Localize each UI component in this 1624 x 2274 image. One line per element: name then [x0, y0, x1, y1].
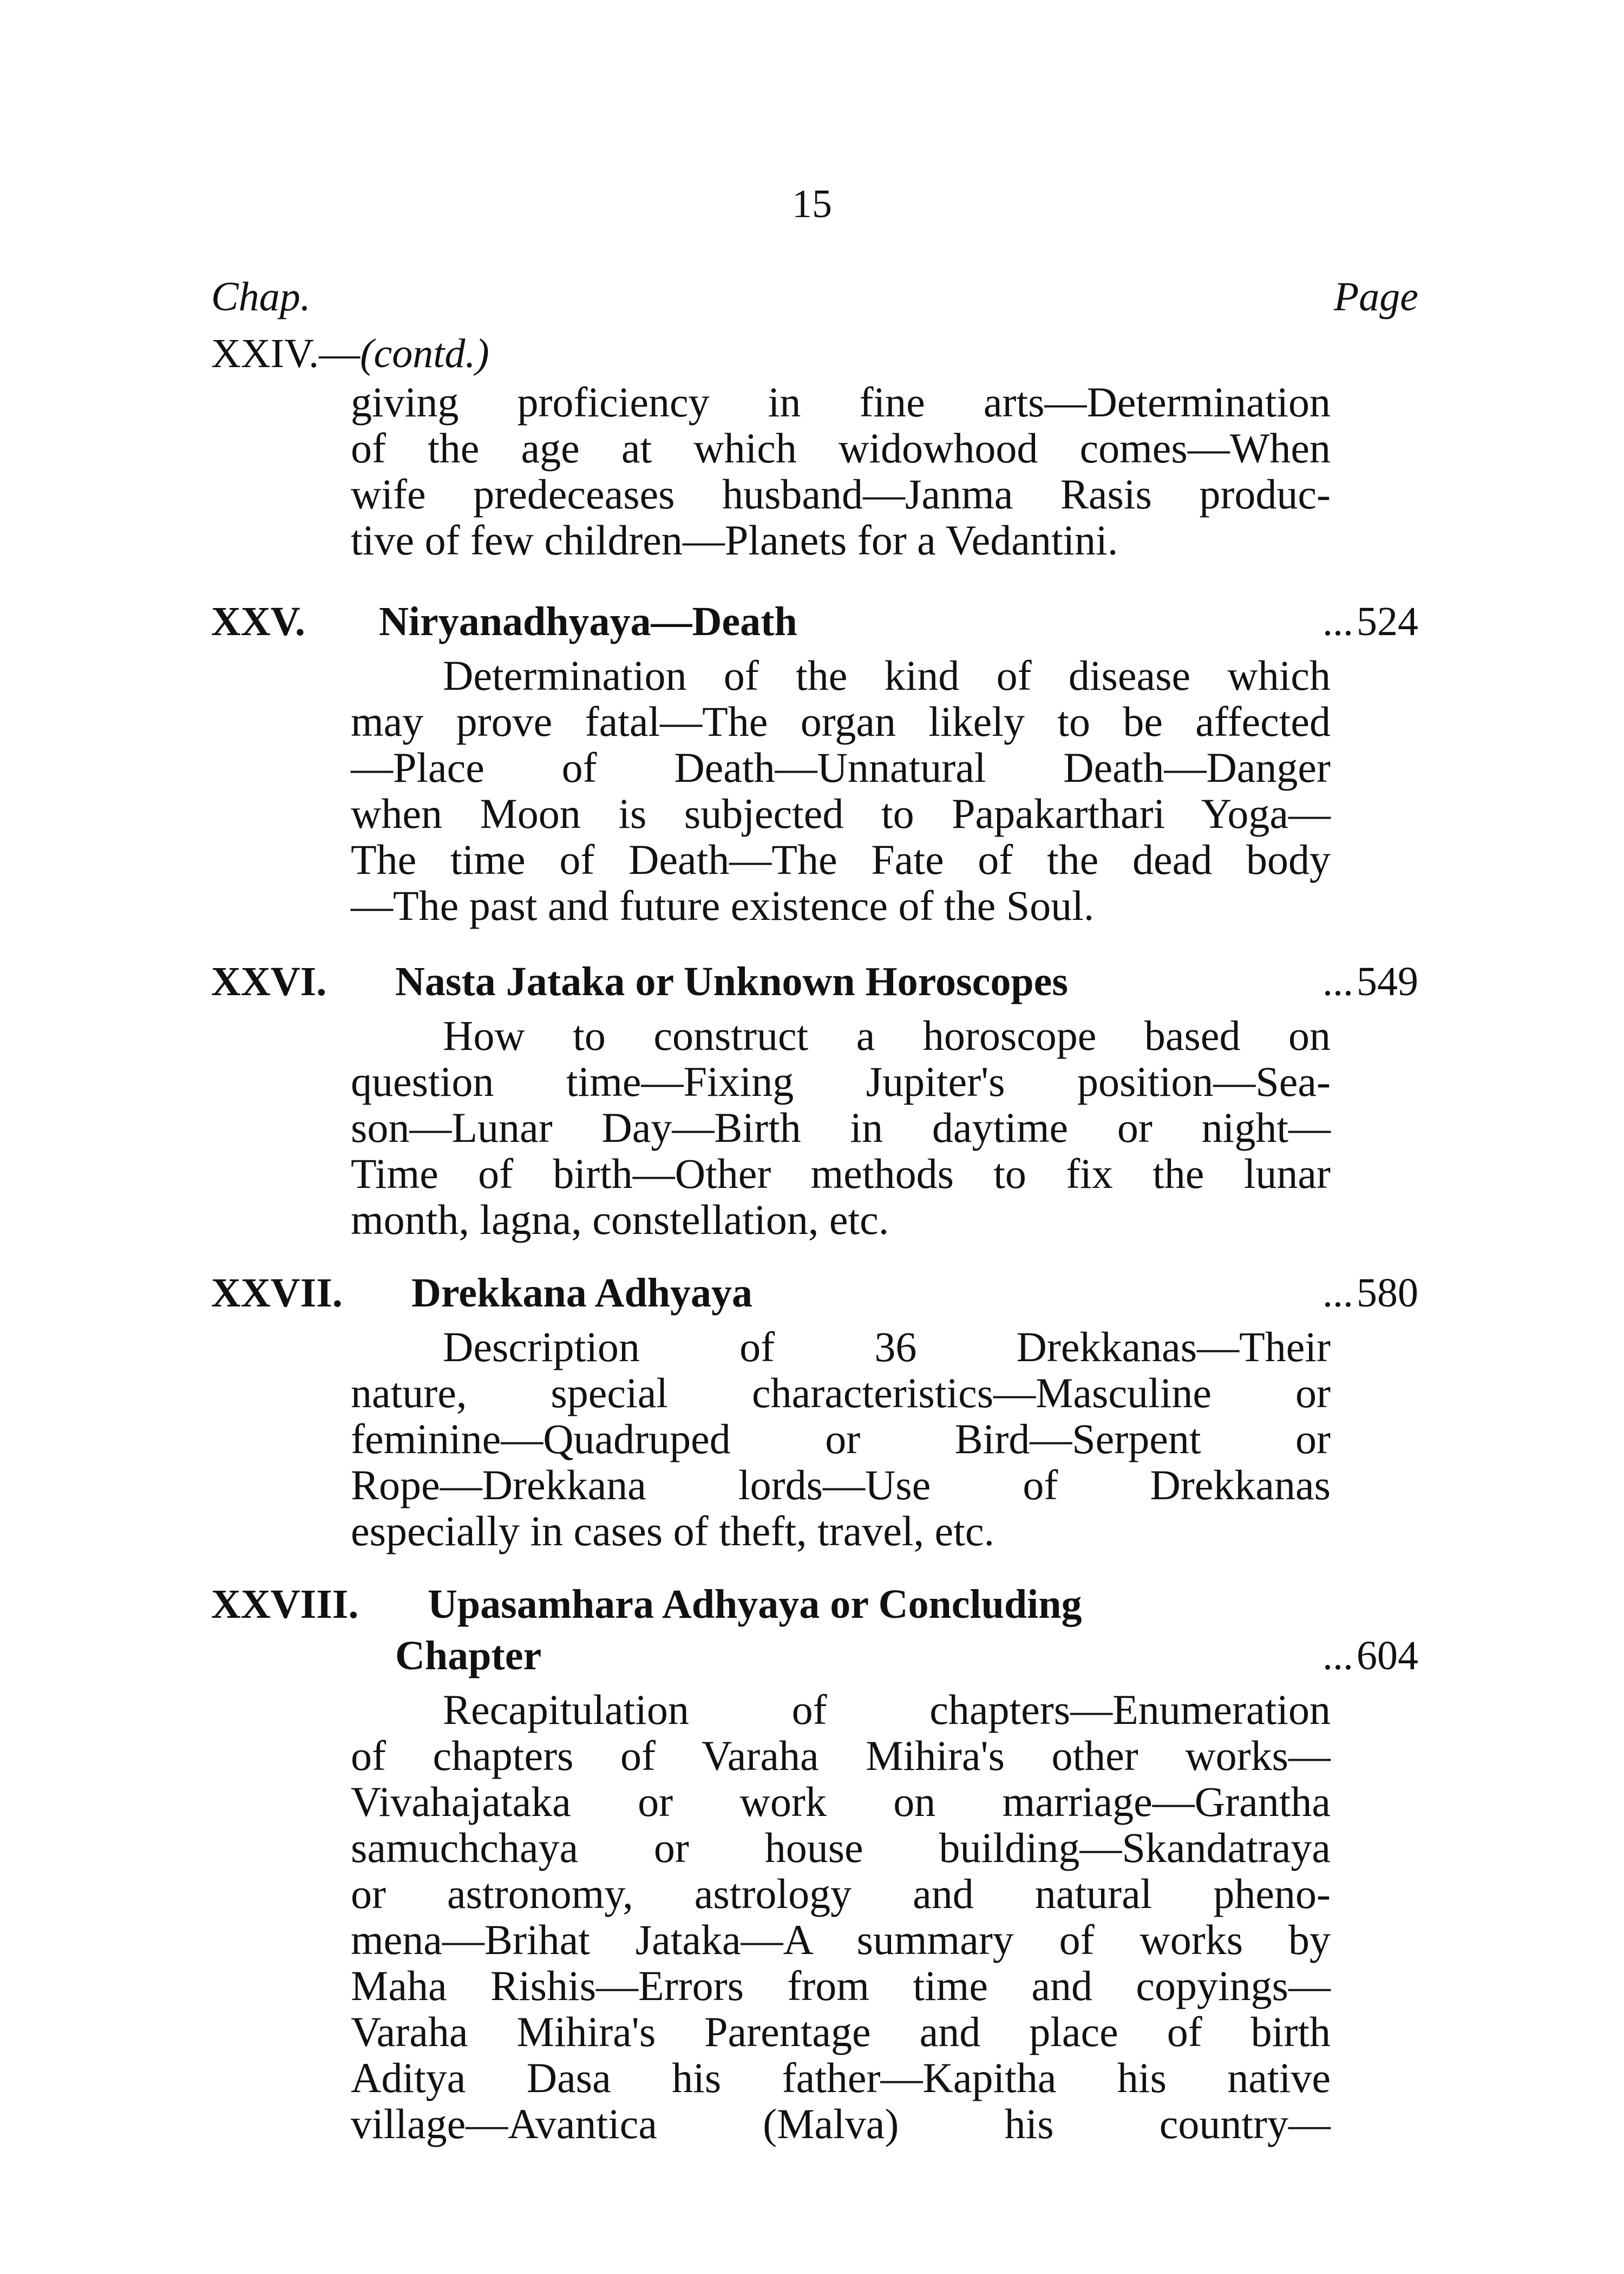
leader-dots: ... — [1322, 959, 1353, 1004]
description-line: or astronomy, astrology and natural pheno- — [351, 1870, 1331, 1917]
toc-entry-xxvi-description — [351, 1012, 1331, 1243]
chapter-number: XXV. — [211, 599, 305, 644]
leader-dots: ... — [1322, 1633, 1353, 1678]
description-line: may prove fatal—The organ likely to be affected — [351, 698, 1331, 745]
description-line: especially in cases of theft, travel, etc. — [351, 1507, 994, 1554]
description-line: mena—Brihat Jataka—A summary of works by — [351, 1916, 1331, 1963]
continued-chapter-number: XXIV. — [211, 331, 319, 376]
description-line: Aditya Dasa his father—Kapitha his native — [351, 2054, 1331, 2101]
description-line: giving proficiency in fine arts—Determination — [351, 378, 1331, 426]
description-line: Rope—Drekkana lords—Use of Drekkanas — [351, 1461, 1331, 1508]
page-number: 15 — [792, 182, 832, 226]
description-line: samuchchaya or house building—Skandatraya — [351, 1824, 1331, 1871]
description-line: feminine—Quadruped or Bird—Serpent or — [351, 1415, 1331, 1462]
page-reference: 580 — [1357, 1270, 1418, 1316]
description-line: Determination of the kind of disease which — [443, 652, 1331, 699]
page-reference: 604 — [1357, 1633, 1418, 1678]
toc-entry-xxv-description — [351, 652, 1331, 929]
description-line: How to construct a horoscope based on — [443, 1012, 1331, 1059]
leader-dots: ... — [1322, 1270, 1353, 1316]
continued-label: (contd.) — [360, 331, 489, 376]
description-line: village—Avantica (Malva) his country— — [351, 2100, 1331, 2147]
description-line: The time of Death—The Fate of the dead body — [351, 836, 1331, 883]
chapter-title-continued: Chapter — [395, 1633, 542, 1678]
toc-entry-xxvii-description — [351, 1324, 1331, 1554]
chapter-title: Drekkana Adhyaya — [411, 1270, 753, 1316]
continued-chapter-heading — [211, 330, 489, 377]
description-line: question time—Fixing Jupiter's position—Sea- — [351, 1058, 1331, 1105]
description-line: wife predeceases husband—Janma Rasis produc- — [351, 471, 1331, 518]
description-line: —The past and future existence of the Soul. — [351, 882, 1095, 929]
chapter-title: Nasta Jataka or Unknown Horoscopes — [395, 959, 1068, 1004]
chapter-number: XXVIII. — [211, 1582, 359, 1627]
description-line: tive of few children—Planets for a Vedantini. — [351, 517, 1118, 564]
chap-column-heading: Chap. — [211, 274, 311, 319]
description-line: Maha Rishis—Errors from time and copyings— — [351, 1962, 1331, 2009]
description-line: of chapters of Varaha Mihira's other works— — [351, 1732, 1331, 1779]
continued-dash: — — [319, 331, 361, 376]
description-line: Vivahajataka or work on marriage—Grantha — [351, 1778, 1331, 1825]
description-line: Description of 36 Drekkanas—Their — [443, 1323, 1331, 1370]
chapter-title: Niryanadhyaya—Death — [379, 599, 797, 644]
description-line: nature, special characteristics—Masculine or — [351, 1369, 1331, 1416]
page-reference: 524 — [1357, 599, 1418, 644]
description-line: Recapitulation of chapters—Enumeration — [443, 1686, 1331, 1733]
leader-dots: ... — [1322, 599, 1353, 644]
continued-description — [351, 379, 1331, 563]
description-line: of the age at which widowhood comes—When — [351, 424, 1331, 472]
chapter-title: Upasamhara Adhyaya or Concluding — [428, 1582, 1082, 1627]
toc-entry-xxviii-description — [351, 1687, 1331, 2147]
page-column-heading: Page — [1333, 274, 1418, 319]
description-line: when Moon is subjected to Papakarthari Yoga— — [351, 790, 1331, 837]
chapter-number: XXVII. — [211, 1270, 343, 1316]
description-line: —Place of Death—Unnatural Death—Danger — [351, 744, 1331, 791]
description-line: month, lagna, constellation, etc. — [351, 1196, 889, 1243]
description-line: Time of birth—Other methods to fix the lunar — [351, 1150, 1331, 1197]
page-reference: 549 — [1357, 959, 1418, 1004]
description-line: son—Lunar Day—Birth in daytime or night— — [351, 1104, 1331, 1151]
description-line: Varaha Mihira's Parentage and place of birth — [351, 2008, 1331, 2055]
chapter-number: XXVI. — [211, 959, 327, 1004]
